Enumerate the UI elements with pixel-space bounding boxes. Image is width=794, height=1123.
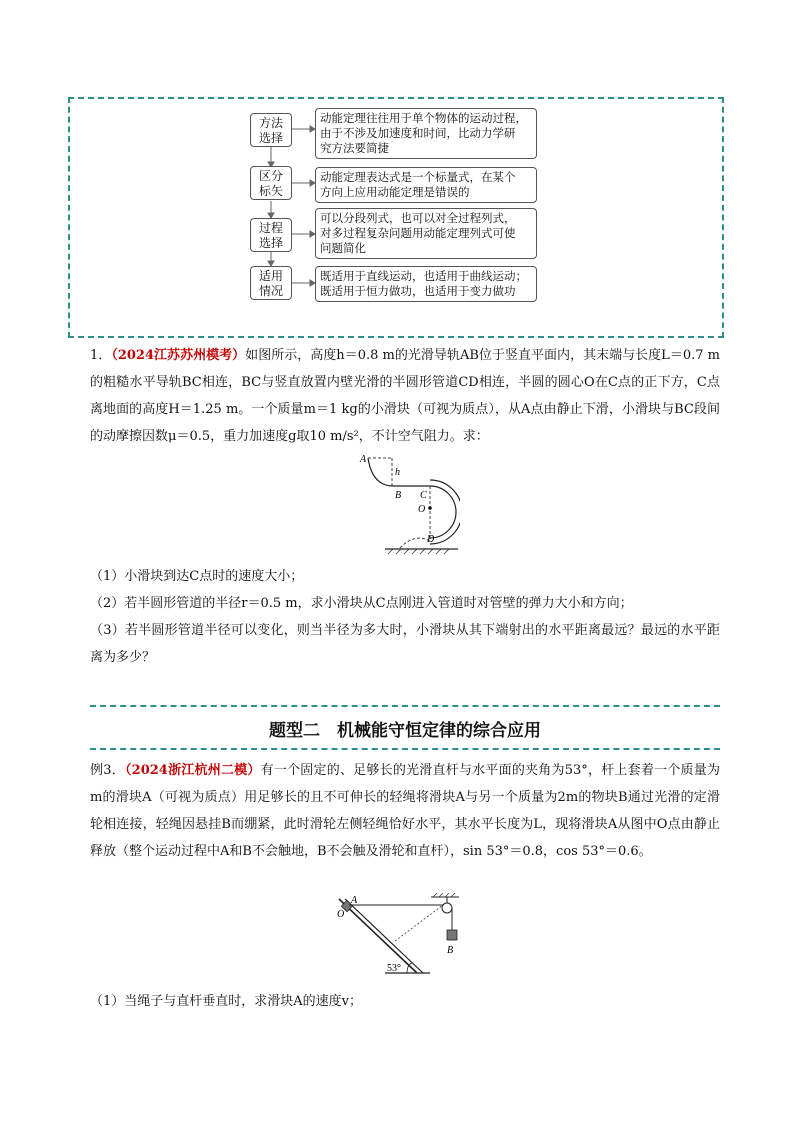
label-A: A (351, 895, 358, 906)
label-O: O (337, 909, 345, 920)
flow-label-scalar: 区分 标矢 (250, 166, 292, 200)
flow-label-scope: 适用 情况 (250, 266, 292, 300)
example3-source: （2024浙江杭州二模） (124, 763, 261, 778)
flow-desc-scalar: 动能定理表达式是一个标量式，在某个 方向上应用动能定理是错误的 (315, 167, 537, 203)
section-divider-top (90, 705, 720, 707)
pulley-diagram (335, 893, 465, 983)
label-C: C (420, 490, 427, 501)
section-title: 题型二 机械能守恒定律的综合应用 (269, 721, 541, 741)
label-B: B (395, 490, 402, 501)
problem1-statement (90, 342, 720, 450)
problem1-source: （2024江苏苏州模考） (111, 348, 246, 363)
label-O: O (418, 504, 426, 515)
example3-q1: （1）当绳子与直杆垂直时，求滑块A的速度v； (90, 994, 363, 1009)
problem1-q2: （2）若半圆形管道的半径r＝0.5 m，求小滑块从C点刚进入管道时对管壁的弹力大小和方向； (90, 596, 633, 611)
track-diagram (350, 450, 460, 555)
label-h: h (395, 467, 400, 478)
problem1-q1: （1）小滑块到达C点时的速度大小； (90, 569, 304, 584)
problem1-q3: （3）若半圆形管道半径可以变化，则当半径为多大时，小滑块从其下端射出的水平距离最远？最远的水平距离为多少？ (90, 623, 720, 665)
problem1-text: 如图所示，高度h＝0.8 m的光滑导轨AB位于竖直平面内，其末端与长度L＝0.7 m的粗糙水平导轨BC相连，BC与竖直放置内壁光滑的半圆形管道CD相连，半圆的圆心O在C点的正下方，C点离地面的高度H＝1.25 m。一个质量m＝1 kg的小滑块（可视为质点），从A点由静止下滑，小滑块与BC段间的动摩擦因数μ＝0.5，重力加速度g取10 m/s²，不计空气阻力。求： (90, 348, 721, 444)
section-divider-bottom (90, 748, 720, 750)
problem1-number: 1． (90, 348, 112, 363)
label-angle: 53° (387, 963, 401, 974)
flow-label-process: 过程 选择 (250, 218, 292, 252)
example3-statement (90, 757, 720, 865)
flow-desc-scope: 既适用于直线运动，也适用于曲线运动； 既适用于恒力做功，也适用于变力做功 (315, 266, 537, 302)
label-A: A (360, 454, 367, 465)
flow-desc-process: 可以分段列式，也可以对全过程列式， 对多过程复杂问题用动能定理列式可使 问题简化 (315, 208, 537, 259)
flow-desc-method: 动能定理往往用于单个物体的运动过程， 由于不涉及加速度和时间，比动力学研 究方法要简捷 (315, 108, 537, 159)
example3-number: 例3． (90, 763, 125, 778)
label-B: B (447, 945, 454, 956)
label-D: D (427, 534, 435, 545)
flow-label-method: 方法 选择 (250, 113, 292, 147)
example3-text: 有一个固定的、足够长的光滑直杆与水平面的夹角为53°，杆上套着一个质量为m的滑块A（可视为质点）用足够长的且不可伸长的轻绳将滑块A与另一个质量为2m的物块B通过光滑的定滑轮相连接，轻绳因悬挂B而绷紧，此时滑轮左侧轻绳恰好水平，其水平长度为L，现将滑块A从图中O点由静止释放（整个运动过程中A和B不会触地，B不会触及滑轮和直杆），sin 53°＝0.8，cos 53°＝0.6。 (90, 763, 720, 859)
